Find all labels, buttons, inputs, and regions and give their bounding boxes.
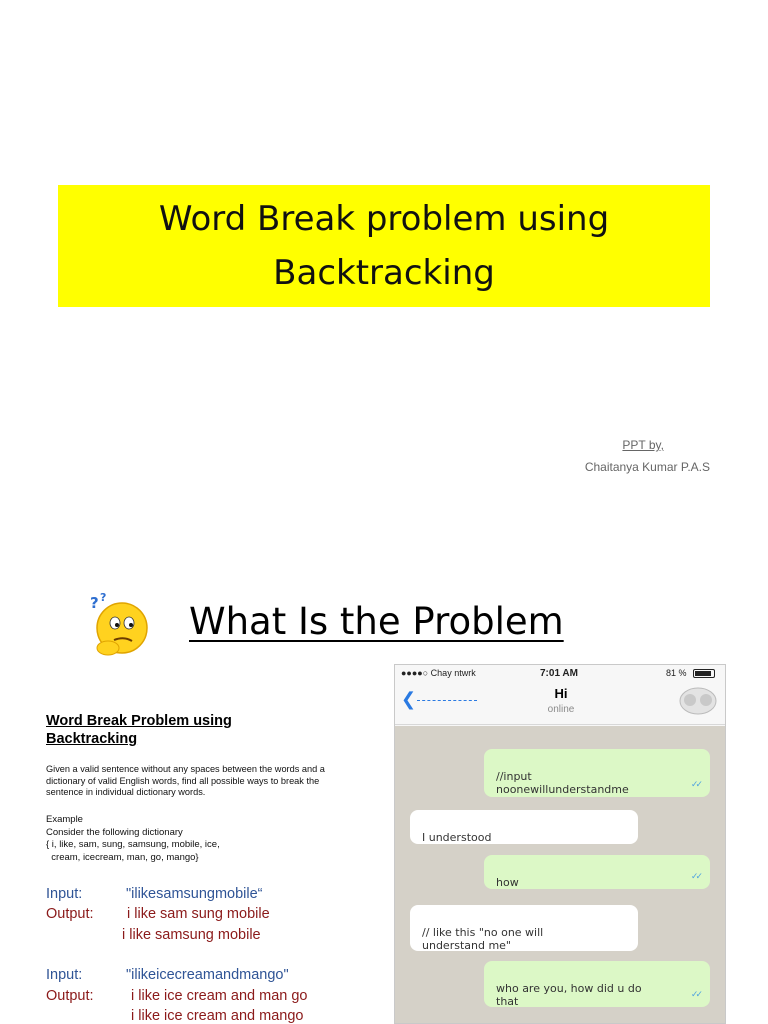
doc-paragraph: Given a valid sentence without any spaces between the words and a dictionary of valid English words, find all possible ways to break the sentence in individual dictionary words. bbox=[46, 764, 325, 797]
example2-input-label: Input: bbox=[46, 967, 83, 983]
example1-input-label: Input: bbox=[46, 886, 83, 902]
example2-output-line1: i like ice cream and man go bbox=[131, 988, 308, 1004]
message-bubble bbox=[484, 961, 710, 1007]
credit-line-1: PPT by, bbox=[622, 438, 664, 452]
svg-text:?: ? bbox=[90, 594, 99, 612]
example2-output-label: Output: bbox=[46, 988, 94, 1004]
chat-screenshot bbox=[394, 664, 726, 1024]
message-text: how bbox=[496, 876, 519, 889]
chat-header bbox=[395, 681, 726, 725]
back-chevron-icon[interactable]: ❮ bbox=[401, 689, 417, 710]
example1-output-label: Output: bbox=[46, 906, 94, 922]
message-bubble bbox=[484, 855, 710, 889]
chat-area[interactable] bbox=[395, 726, 726, 1024]
svg-text:?: ? bbox=[100, 591, 107, 604]
message-text: who are you, how did u do that bbox=[496, 982, 642, 1008]
example1-output-line2: i like samsung mobile bbox=[122, 927, 261, 943]
slide2-title: What Is the Problem bbox=[189, 600, 564, 643]
example2-output-line2: i like ice cream and mango bbox=[131, 1008, 304, 1024]
avatar-icon[interactable] bbox=[678, 686, 718, 716]
message-text: //input noonewillunderstandme bbox=[496, 770, 629, 796]
example1-output-line1: i like sam sung mobile bbox=[127, 906, 270, 922]
status-bar bbox=[395, 665, 726, 681]
read-ticks-icon: ✓✓ bbox=[690, 872, 700, 882]
message-text: // like this "no one will understand me" bbox=[422, 926, 544, 952]
example1-input-value: "ilikesamsungmobile“ bbox=[126, 886, 263, 902]
message-text: I understood bbox=[422, 831, 492, 844]
battery-icon bbox=[693, 669, 715, 678]
contact-name: Hi bbox=[554, 686, 568, 701]
message-bubble bbox=[410, 810, 638, 844]
message-bubble bbox=[484, 749, 710, 797]
credit-line-2: Chaitanya Kumar P.A.S bbox=[584, 460, 710, 474]
doc-heading: Word Break Problem using Backtracking bbox=[46, 713, 232, 747]
contact-status: online bbox=[547, 704, 575, 715]
doc-example: Example Consider the following dictionary { i, like, sam, sung, samsung, mobile, ice, cream, icecream, man, go, mango} bbox=[46, 814, 220, 863]
thinking-face-icon bbox=[84, 590, 154, 662]
read-ticks-icon: ✓✓ bbox=[690, 780, 700, 790]
slide1-title: Word Break problem using Backtracking bbox=[158, 199, 610, 293]
clock-label: 7:01 AM bbox=[540, 668, 578, 679]
read-ticks-icon: ✓✓ bbox=[690, 990, 700, 1000]
battery-percent: 81 % bbox=[666, 668, 687, 678]
example2-input-value: "ilikeicecreamandmango" bbox=[126, 967, 289, 983]
message-bubble bbox=[410, 905, 638, 951]
title-banner bbox=[58, 185, 710, 307]
carrier-label: ●●●●○ Chay ntwrk bbox=[401, 668, 476, 678]
